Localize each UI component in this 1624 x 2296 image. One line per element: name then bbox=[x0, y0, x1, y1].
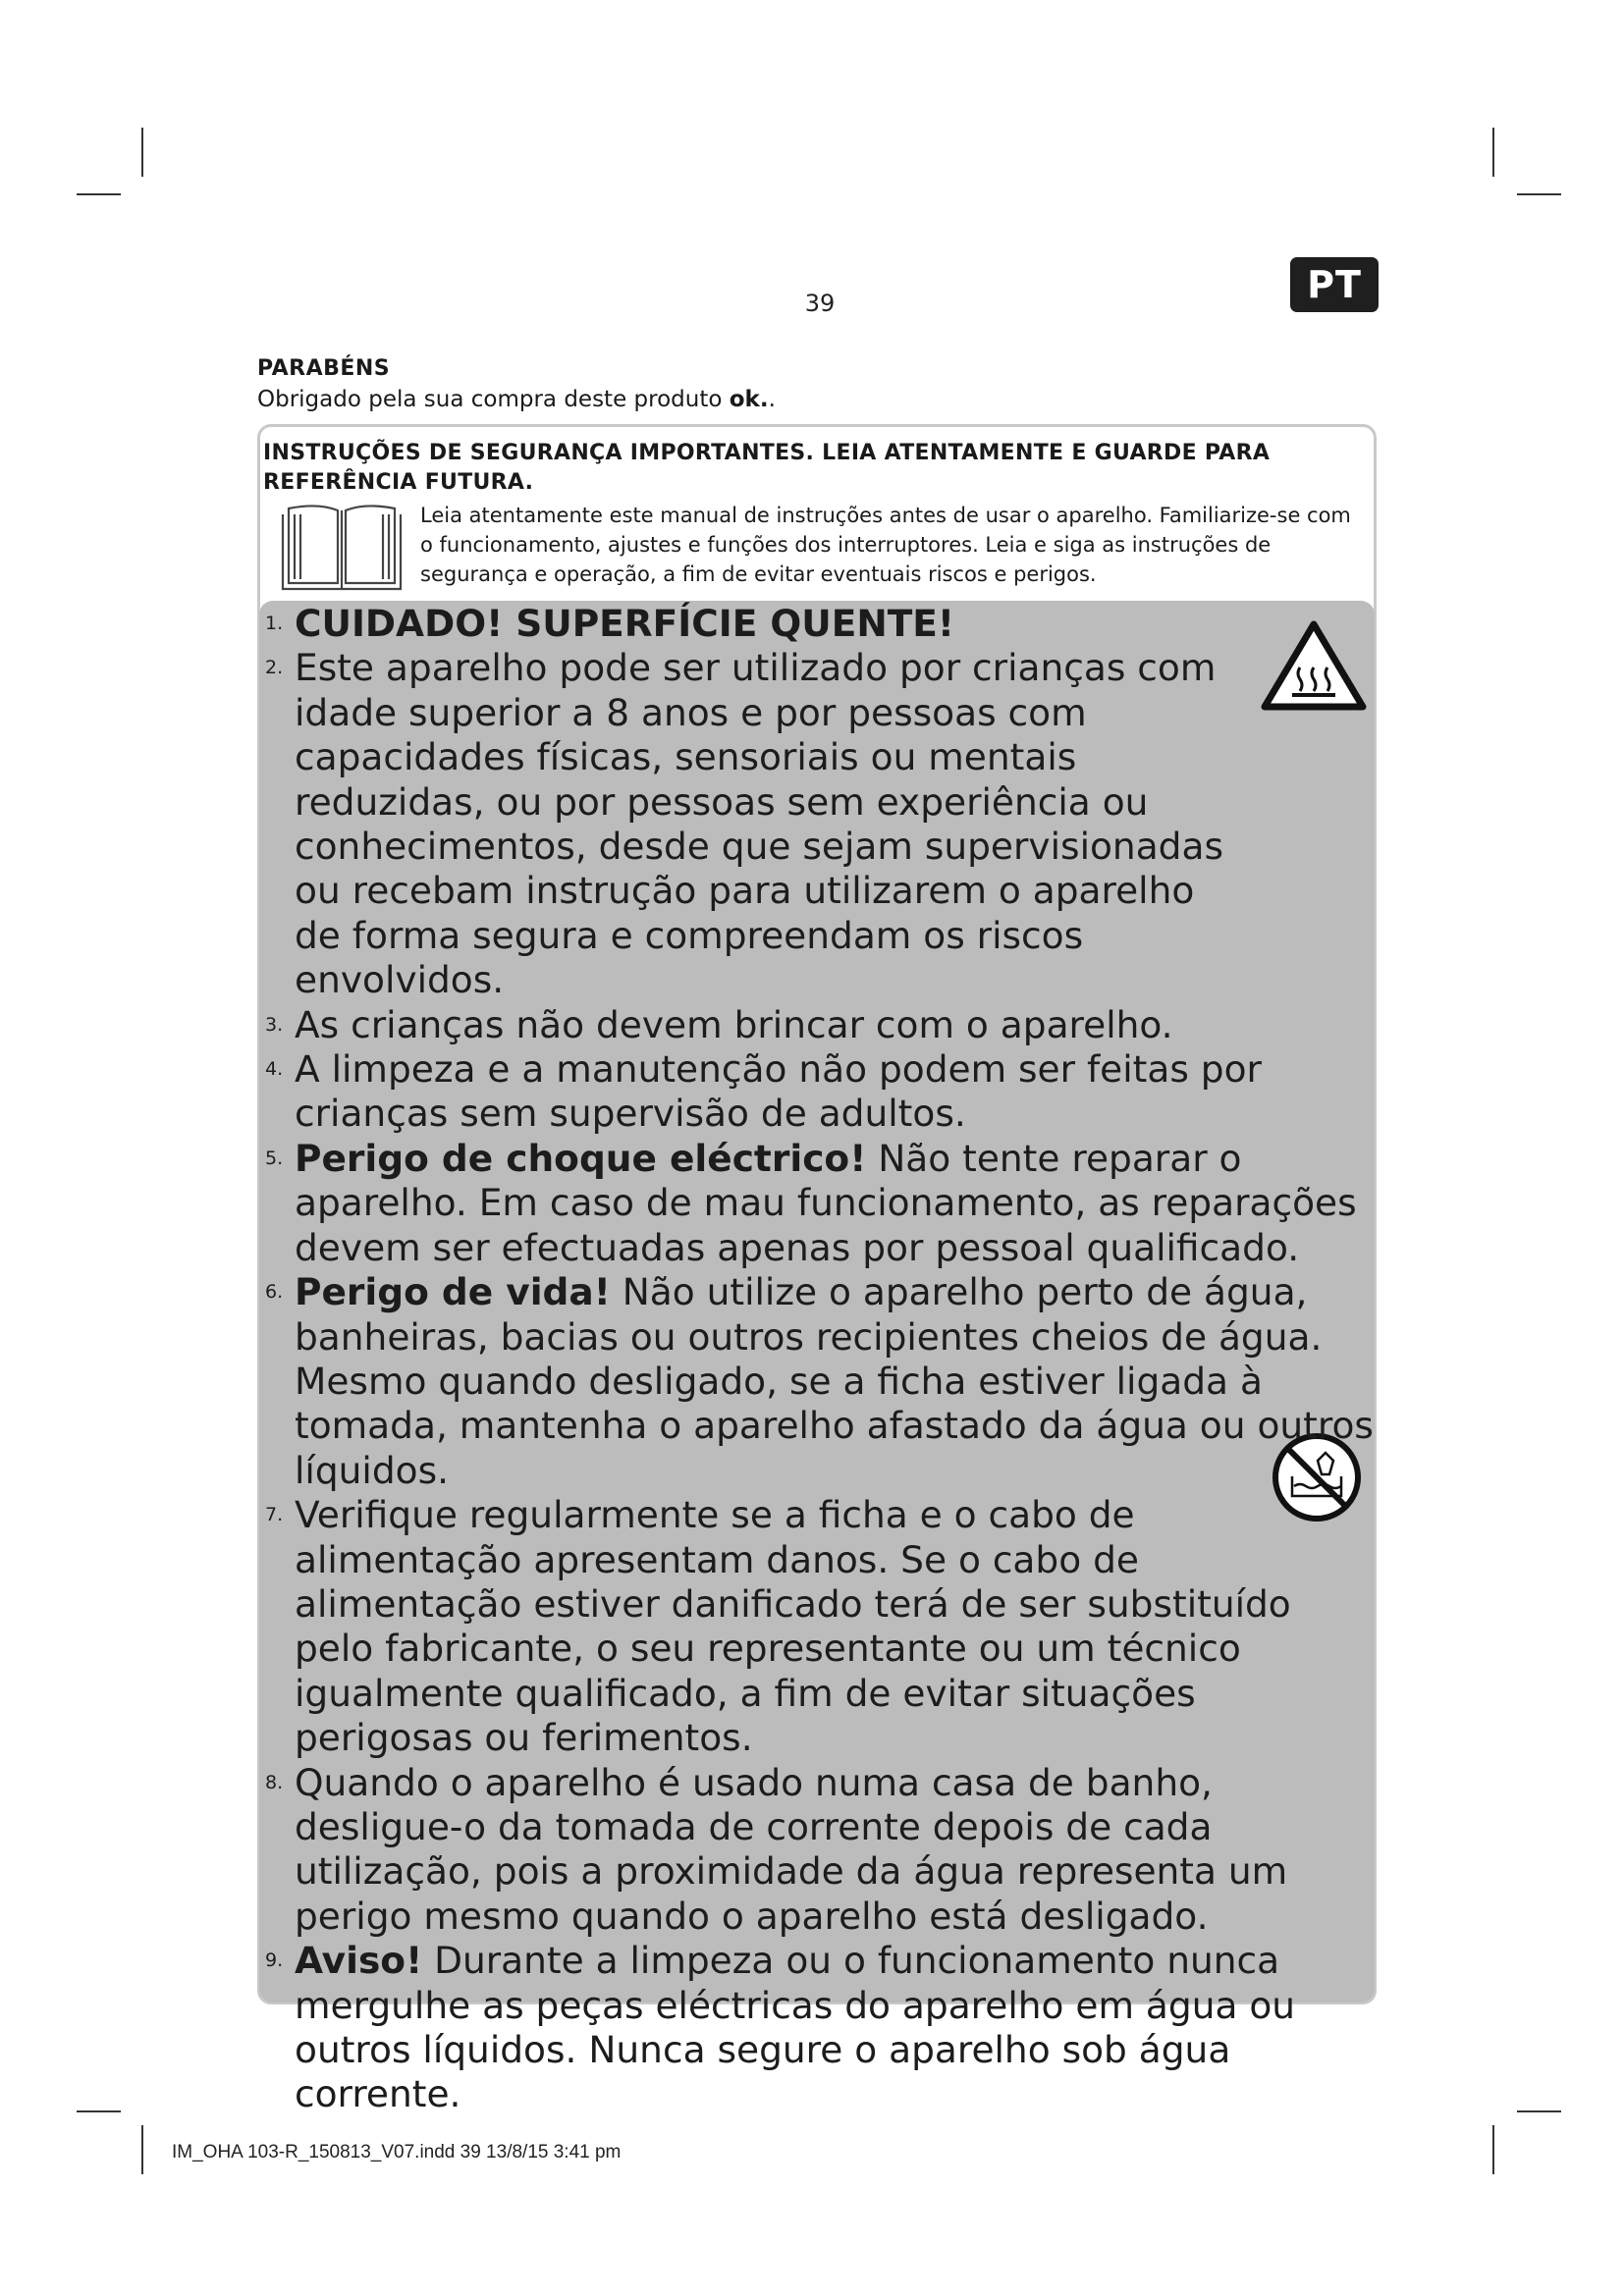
page-number: 39 bbox=[804, 290, 836, 317]
item-number: 3. bbox=[265, 1013, 284, 1036]
crop-mark bbox=[1492, 128, 1494, 177]
item-number: 7. bbox=[265, 1504, 284, 1526]
item-number: 6. bbox=[265, 1281, 284, 1304]
thanks-text: Obrigado pela sua compra deste produto bbox=[257, 387, 730, 412]
list-item bbox=[263, 1939, 1378, 2117]
crop-mark bbox=[141, 128, 143, 177]
item-text bbox=[295, 1270, 1378, 1493]
item-body-text: Não tente reparar o aparelho. Em caso de mau funcionamento, as reparações devem ser efectuadas apenas por pessoal qualificado. bbox=[295, 1136, 1357, 1269]
item-number: 4. bbox=[265, 1058, 284, 1081]
list-item bbox=[263, 1493, 1378, 1760]
item-number: 9. bbox=[265, 1949, 284, 1972]
item-bold-text: Aviso! bbox=[295, 1939, 423, 1983]
crop-mark bbox=[141, 2125, 143, 2174]
list-item bbox=[263, 1047, 1378, 1137]
list-item bbox=[263, 1137, 1378, 1270]
item-body-text: Durante a limpeza ou o funcionamento nunca mergulhe as peças eléctricas do aparelho em água ou outros líquidos. Nunca segure o aparelho sob água corrente. bbox=[295, 1939, 1296, 2116]
item-bold-text: CUIDADO! SUPERFÍCIE QUENTE! bbox=[295, 602, 955, 645]
list-item bbox=[263, 602, 1378, 646]
crop-mark bbox=[1492, 2125, 1494, 2174]
item-bold-text: Perigo de choque eléctrico! bbox=[295, 1136, 867, 1180]
item-text bbox=[295, 602, 1378, 646]
item-number: 1. bbox=[265, 613, 284, 634]
item-text: Verifique regularmente se a ficha e o cabo de alimentação apresentam danos. Se o cabo de alimentação estiver danificado terá de ser substituído pelo fabricante, o seu representante ou um técnico igualmente qualificado, a fim de evitar situações perigosas ou ferimentos. bbox=[295, 1493, 1291, 1760]
item-text: Quando o aparelho é usado numa casa de banho, desligue-o da tomada de corrente depois de cada utilização, pois a proximidade da água representa um perigo mesmo quando o aparelho está desligado. bbox=[295, 1760, 1288, 1938]
crop-mark bbox=[1517, 193, 1561, 195]
item-text bbox=[295, 1939, 1378, 2117]
language-badge: PT bbox=[1290, 257, 1379, 312]
open-book-icon bbox=[279, 501, 405, 591]
safety-title: INSTRUÇÕES DE SEGURANÇA IMPORTANTES. LEIA ATENTAMENTE E GUARDE PARA REFERÊNCIA FUTURA. bbox=[263, 441, 1271, 495]
item-text bbox=[295, 1137, 1378, 1270]
item-body-text: Não utilize o aparelho perto de água, banheiras, bacias ou outros recipientes cheios de água. Mesmo quando desligado, se a ficha estiver ligada à tomada, mantenha o aparelho afastado da água ou outros líquidos. bbox=[295, 1270, 1374, 1492]
list-item bbox=[263, 1270, 1378, 1493]
crop-mark bbox=[77, 2110, 121, 2112]
brand-name: ok. bbox=[729, 387, 769, 412]
item-number: 8. bbox=[265, 1771, 284, 1793]
print-slug: IM_OHA 103-R_150813_V07.indd 39 13/8/15 3:41 pm bbox=[172, 2142, 622, 2163]
congratulations-section bbox=[257, 354, 1377, 415]
item-text: As crianças não devem brincar com o aparelho. bbox=[295, 1002, 1173, 1046]
safety-warnings-list bbox=[263, 601, 1378, 2117]
item-text: Este aparelho pode ser utilizado por crianças com idade superior a 8 anos e por pessoas com capacidades físicas, sensoriais ou mentais reduzidas, ou por pessoas sem experiência ou conhecimentos, desde que sejam supervisionadas ou recebam instrução para utilizarem o aparelho de forma segura e compreendam os riscos envolvidos. bbox=[295, 646, 1223, 1002]
crop-mark bbox=[77, 193, 121, 195]
thanks-suffix: . bbox=[768, 387, 776, 412]
congratulations-heading: PARABÉNS bbox=[257, 356, 391, 381]
crop-mark bbox=[1517, 2110, 1561, 2112]
list-item bbox=[263, 646, 1378, 1002]
safety-intro-text: Leia atentamente este manual de instruções antes de usar o aparelho. Familiarize-se com o funcionamento, ajustes e funções dos interruptores. Leia e siga as instruções de segurança e operação, a fim de evitar eventuais riscos e perigos. bbox=[420, 504, 1351, 586]
thanks-line bbox=[257, 384, 1377, 415]
item-number: 5. bbox=[265, 1147, 284, 1169]
list-item bbox=[263, 1003, 1378, 1047]
item-text: A limpeza e a manutenção não podem ser feitas por crianças sem supervisão de adultos. bbox=[295, 1047, 1262, 1136]
list-item bbox=[263, 1761, 1378, 1940]
item-number: 2. bbox=[265, 657, 284, 679]
item-bold-text: Perigo de vida! bbox=[295, 1270, 611, 1314]
